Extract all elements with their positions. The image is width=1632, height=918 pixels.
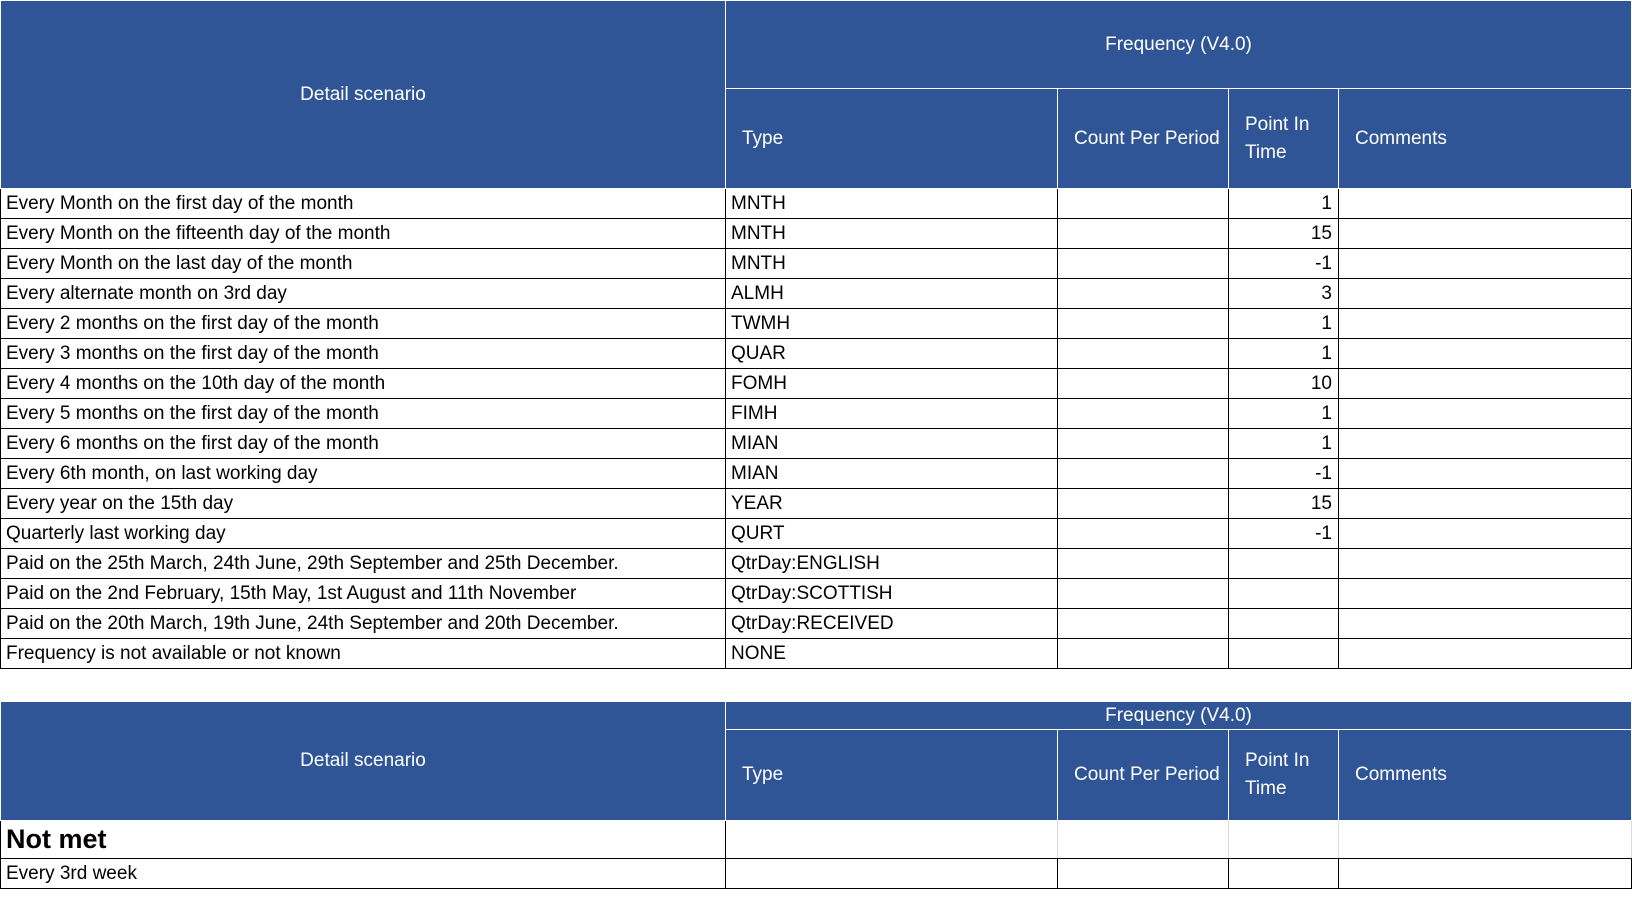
frequency-header: Frequency (V4.0) xyxy=(726,1,1632,89)
type-cell: MNTH xyxy=(726,249,1058,279)
scenario-cell: Paid on the 2nd February, 15th May, 1st August and 11th November xyxy=(1,579,726,609)
point-in-time-cell: 1 xyxy=(1229,339,1339,369)
type-cell: MNTH xyxy=(726,219,1058,249)
table-row xyxy=(1,579,1632,609)
frequency-table-not-met xyxy=(0,701,1632,889)
point-in-time-cell: -1 xyxy=(1229,459,1339,489)
table-row xyxy=(1,639,1632,669)
table-row xyxy=(1,549,1632,579)
point-in-time-cell xyxy=(1229,859,1339,889)
count-per-period-cell xyxy=(1058,459,1229,489)
type-cell: MIAN xyxy=(726,429,1058,459)
count-per-period-cell xyxy=(1058,249,1229,279)
table-row xyxy=(1,339,1632,369)
count-per-period-cell xyxy=(1058,279,1229,309)
point-in-time-header: Point In Time xyxy=(1229,89,1339,189)
frequency-table-body xyxy=(1,189,1632,669)
point-in-time-cell: 1 xyxy=(1229,189,1339,219)
table-row xyxy=(1,859,1632,889)
scenario-cell: Every year on the 15th day xyxy=(1,489,726,519)
comments-cell xyxy=(1339,339,1632,369)
scenario-cell: Frequency is not available or not known xyxy=(1,639,726,669)
count-per-period-cell xyxy=(1058,429,1229,459)
empty-cell xyxy=(1229,821,1339,859)
empty-cell xyxy=(726,821,1058,859)
type-cell: QtrDay:ENGLISH xyxy=(726,549,1058,579)
point-in-time-cell: 1 xyxy=(1229,399,1339,429)
type-cell: FOMH xyxy=(726,369,1058,399)
count-per-period-cell xyxy=(1058,549,1229,579)
frequency-header: Frequency (V4.0) xyxy=(726,702,1632,730)
table-row xyxy=(1,429,1632,459)
scenario-cell: Every Month on the fifteenth day of the month xyxy=(1,219,726,249)
comments-cell xyxy=(1339,549,1632,579)
point-in-time-cell: -1 xyxy=(1229,249,1339,279)
point-in-time-cell: -1 xyxy=(1229,519,1339,549)
comments-cell xyxy=(1339,189,1632,219)
count-per-period-header: Count Per Period xyxy=(1058,730,1229,821)
section-row-not-met xyxy=(1,821,1632,859)
scenario-cell: Every 3rd week xyxy=(1,859,726,889)
type-cell: ALMH xyxy=(726,279,1058,309)
count-per-period-cell xyxy=(1058,609,1229,639)
point-in-time-cell: 1 xyxy=(1229,309,1339,339)
count-per-period-cell xyxy=(1058,189,1229,219)
count-per-period-cell xyxy=(1058,859,1229,889)
comments-cell xyxy=(1339,519,1632,549)
empty-cell xyxy=(1339,821,1632,859)
type-cell: QtrDay:RECEIVED xyxy=(726,609,1058,639)
point-in-time-cell: 3 xyxy=(1229,279,1339,309)
comments-cell xyxy=(1339,639,1632,669)
comments-cell xyxy=(1339,859,1632,889)
scenario-cell: Every 5 months on the first day of the month xyxy=(1,399,726,429)
type-cell: TWMH xyxy=(726,309,1058,339)
table-row xyxy=(1,489,1632,519)
table-row xyxy=(1,309,1632,339)
point-in-time-header: Point In Time xyxy=(1229,730,1339,821)
scenario-cell: Every 6 months on the first day of the month xyxy=(1,429,726,459)
scenario-cell: Every 3 months on the first day of the month xyxy=(1,339,726,369)
table-row xyxy=(1,189,1632,219)
point-in-time-cell: 10 xyxy=(1229,369,1339,399)
table-row xyxy=(1,219,1632,249)
count-per-period-cell xyxy=(1058,369,1229,399)
scenario-cell: Every Month on the last day of the month xyxy=(1,249,726,279)
comments-cell xyxy=(1339,399,1632,429)
table-row xyxy=(1,399,1632,429)
count-per-period-cell xyxy=(1058,399,1229,429)
comments-cell xyxy=(1339,219,1632,249)
count-per-period-cell xyxy=(1058,519,1229,549)
comments-cell xyxy=(1339,369,1632,399)
table-row xyxy=(1,519,1632,549)
type-cell: NONE xyxy=(726,639,1058,669)
comments-header: Comments xyxy=(1339,730,1632,821)
table-row xyxy=(1,369,1632,399)
comments-cell xyxy=(1339,459,1632,489)
comments-cell xyxy=(1339,429,1632,459)
count-per-period-cell xyxy=(1058,579,1229,609)
comments-cell xyxy=(1339,309,1632,339)
comments-cell xyxy=(1339,249,1632,279)
count-per-period-cell xyxy=(1058,489,1229,519)
type-cell: QUAR xyxy=(726,339,1058,369)
table-row xyxy=(1,459,1632,489)
type-cell: MIAN xyxy=(726,459,1058,489)
point-in-time-cell: 1 xyxy=(1229,429,1339,459)
point-in-time-cell xyxy=(1229,579,1339,609)
count-per-period-cell xyxy=(1058,339,1229,369)
count-per-period-cell xyxy=(1058,639,1229,669)
detail-scenario-header: Detail scenario xyxy=(1,1,726,189)
type-header: Type xyxy=(726,730,1058,821)
comments-cell xyxy=(1339,279,1632,309)
type-cell: FIMH xyxy=(726,399,1058,429)
comments-cell xyxy=(1339,579,1632,609)
scenario-cell: Every 6th month, on last working day xyxy=(1,459,726,489)
scenario-cell: Every 2 months on the first day of the month xyxy=(1,309,726,339)
section-label: Not met xyxy=(1,821,726,859)
type-cell: QURT xyxy=(726,519,1058,549)
not-met-table-body xyxy=(1,859,1632,889)
point-in-time-cell: 15 xyxy=(1229,219,1339,249)
table-row xyxy=(1,279,1632,309)
scenario-cell: Every Month on the first day of the month xyxy=(1,189,726,219)
type-cell xyxy=(726,859,1058,889)
scenario-cell: Quarterly last working day xyxy=(1,519,726,549)
count-per-period-header: Count Per Period xyxy=(1058,89,1229,189)
point-in-time-cell xyxy=(1229,639,1339,669)
scenario-cell: Every 4 months on the 10th day of the month xyxy=(1,369,726,399)
scenario-cell: Every alternate month on 3rd day xyxy=(1,279,726,309)
type-cell: MNTH xyxy=(726,189,1058,219)
comments-cell xyxy=(1339,489,1632,519)
count-per-period-cell xyxy=(1058,219,1229,249)
comments-header: Comments xyxy=(1339,89,1632,189)
point-in-time-cell: 15 xyxy=(1229,489,1339,519)
count-per-period-cell xyxy=(1058,309,1229,339)
detail-scenario-header: Detail scenario xyxy=(1,702,726,821)
point-in-time-cell xyxy=(1229,549,1339,579)
table-row xyxy=(1,609,1632,639)
point-in-time-cell xyxy=(1229,609,1339,639)
comments-cell xyxy=(1339,609,1632,639)
scenario-cell: Paid on the 20th March, 19th June, 24th September and 20th December. xyxy=(1,609,726,639)
scenario-cell: Paid on the 25th March, 24th June, 29th September and 25th December. xyxy=(1,549,726,579)
type-cell: QtrDay:SCOTTISH xyxy=(726,579,1058,609)
empty-cell xyxy=(1058,821,1229,859)
table-row xyxy=(1,249,1632,279)
type-header: Type xyxy=(726,89,1058,189)
type-cell: YEAR xyxy=(726,489,1058,519)
